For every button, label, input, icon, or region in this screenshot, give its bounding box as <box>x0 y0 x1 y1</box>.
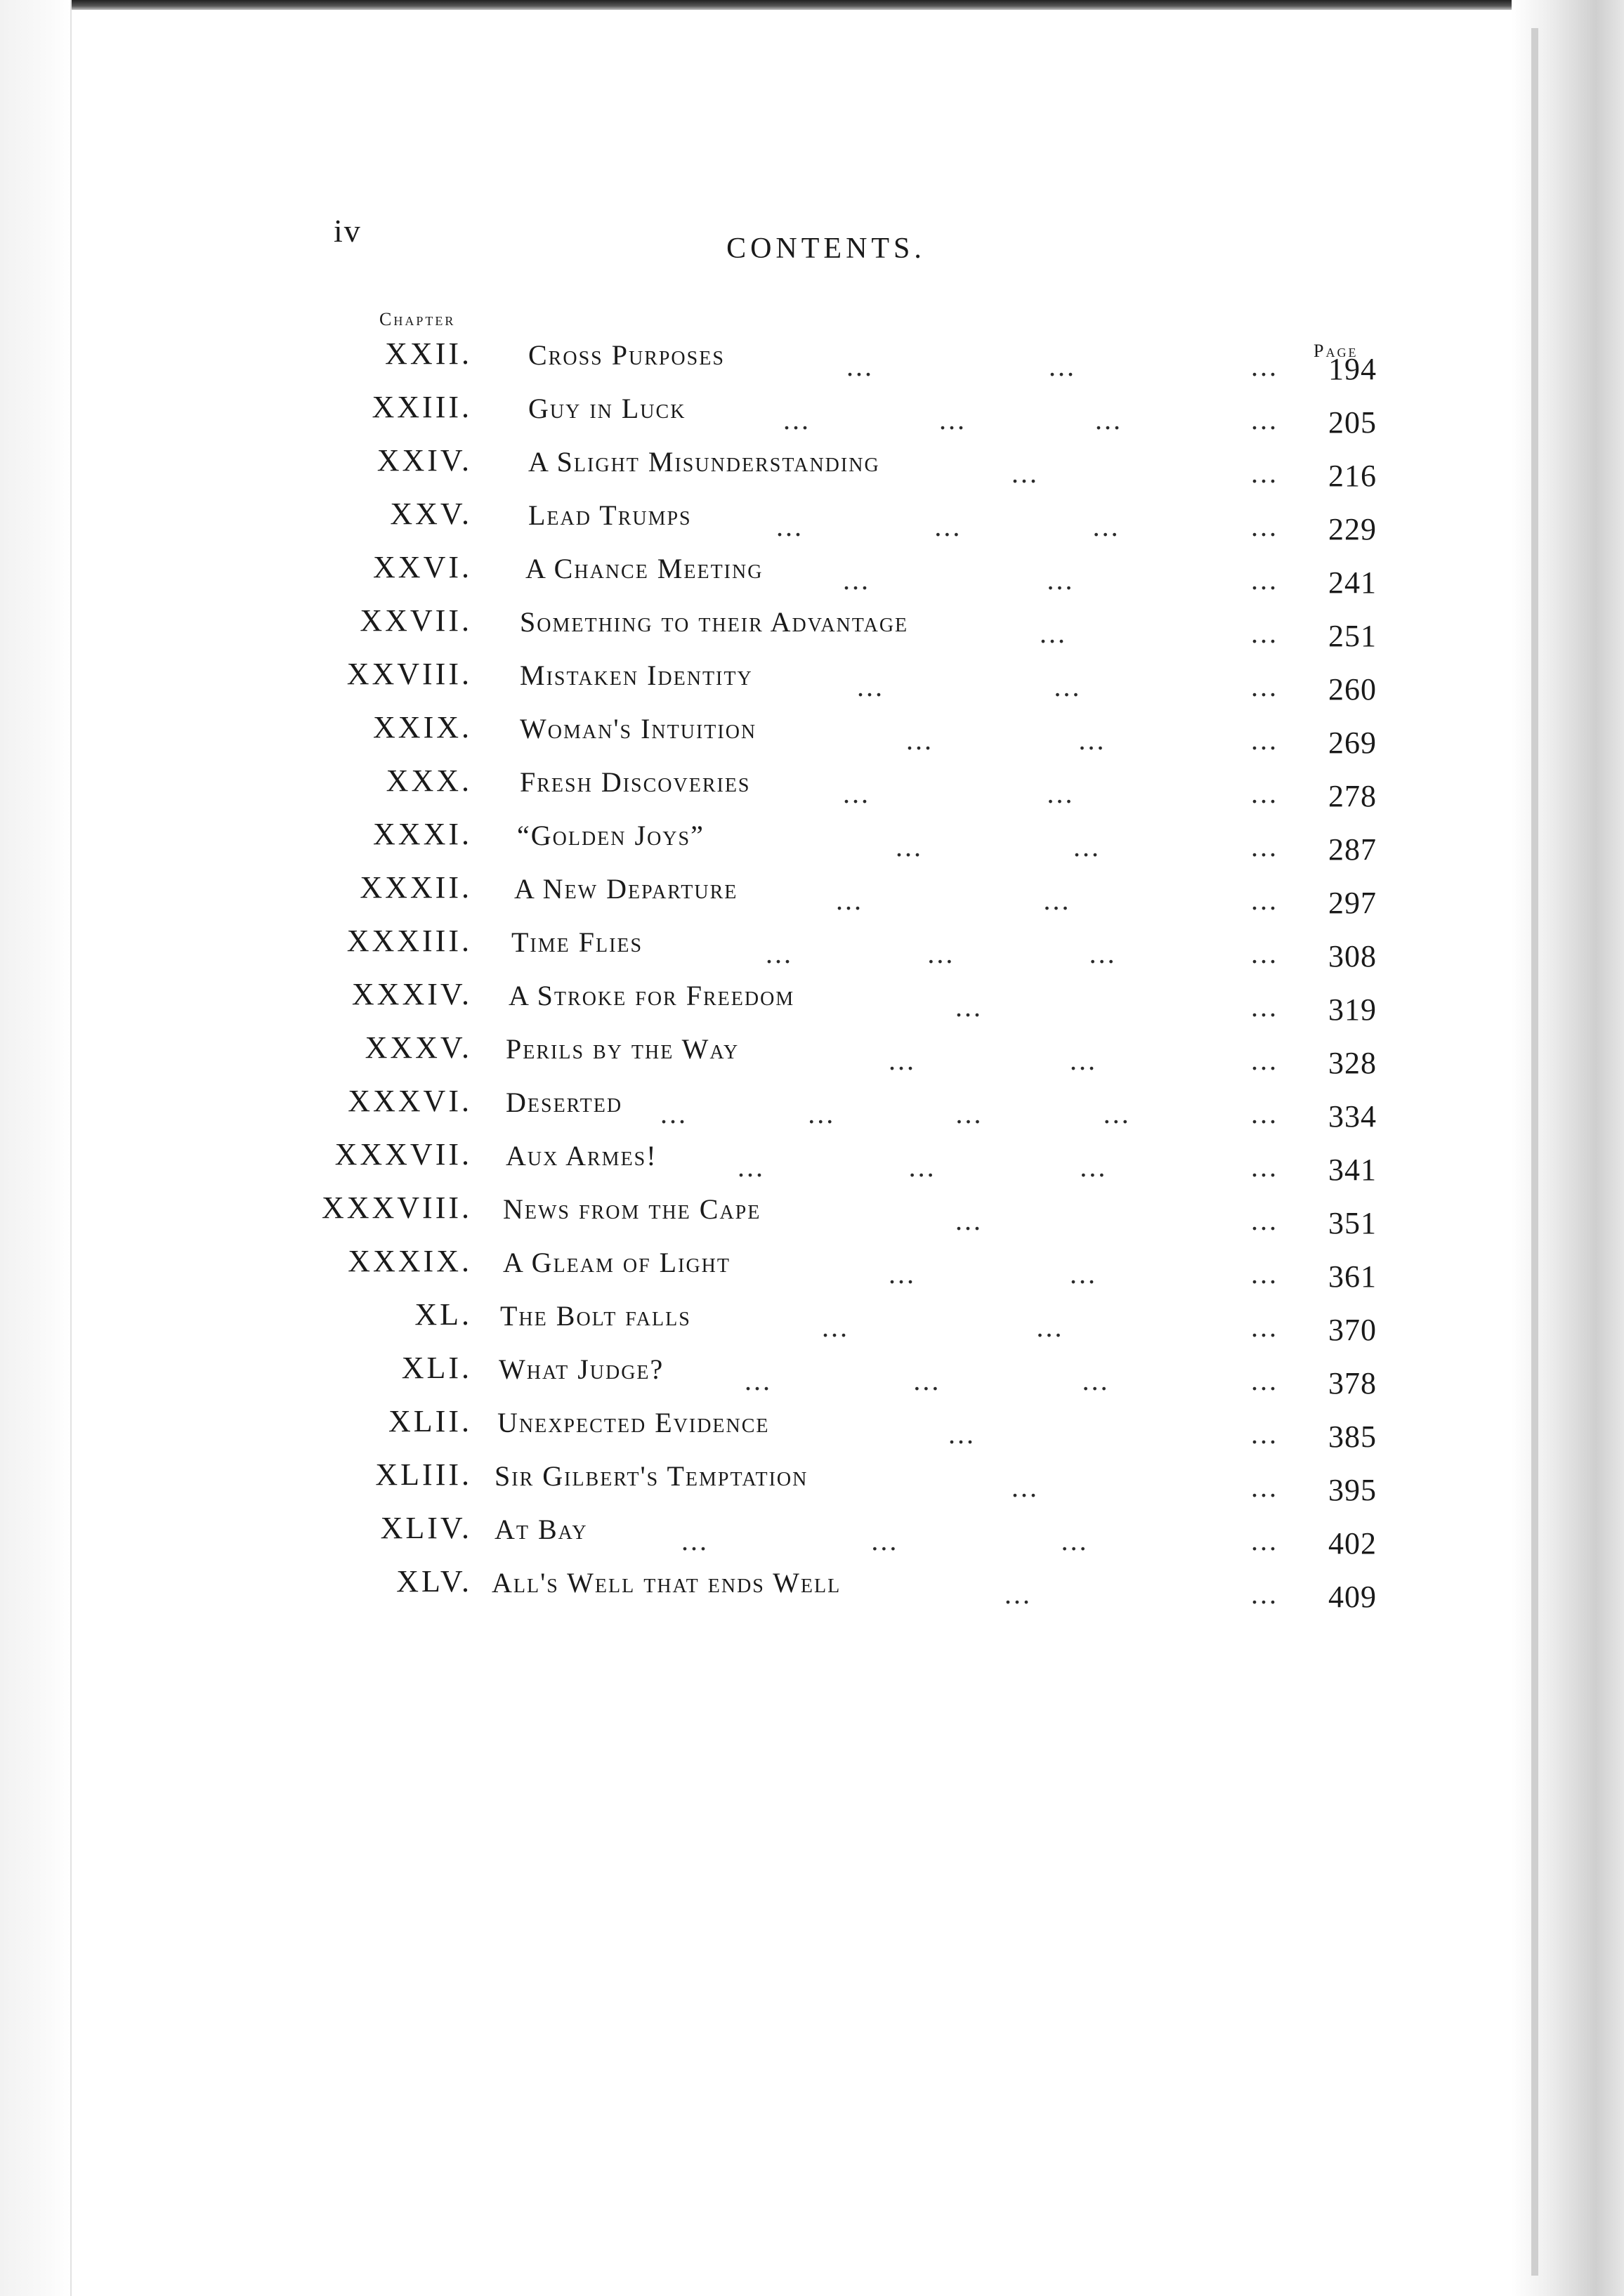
leader-dots: ... <box>1092 511 1120 542</box>
page-reference: 402 <box>1328 1526 1377 1561</box>
chapter-title: Deserted <box>506 1087 623 1118</box>
toc-row <box>0 1083 1624 1136</box>
leader-dots: ... <box>766 938 793 969</box>
toc-row <box>0 656 1624 709</box>
chapter-number: XL. <box>414 1297 472 1332</box>
toc-row <box>0 1297 1624 1350</box>
leader-dots: ... <box>1251 1258 1278 1290</box>
leader-dots: ... <box>1250 938 1278 969</box>
leader-dots: ... <box>934 511 962 542</box>
dot-leader <box>889 1044 1278 1076</box>
leader-dots: ... <box>1251 1471 1278 1503</box>
dot-leader <box>738 1150 1278 1183</box>
toc-row <box>0 1190 1624 1243</box>
dot-leader <box>857 670 1278 702</box>
dot-leader <box>889 1257 1278 1290</box>
page-reference: 278 <box>1328 779 1377 813</box>
leader-dots: ... <box>1103 1098 1131 1129</box>
page-reference: 229 <box>1328 512 1377 546</box>
toc-row <box>0 709 1624 763</box>
chapter-title: A Slight Misunderstanding <box>528 446 880 478</box>
table-of-contents <box>0 336 1624 1617</box>
leader-dots: ... <box>846 350 874 382</box>
leader-dots: ... <box>1061 1525 1089 1556</box>
toc-row <box>0 496 1624 549</box>
leader-dots: ... <box>836 884 863 916</box>
leader-dots: ... <box>1251 457 1278 489</box>
leader-dots: ... <box>1250 1365 1278 1396</box>
leader-dots: ... <box>955 991 983 1023</box>
leader-dots: ... <box>1251 1418 1278 1450</box>
leader-dots: ... <box>738 1151 765 1183</box>
toc-row <box>0 336 1624 389</box>
leader-dots: ... <box>1043 884 1071 916</box>
chapter-title: The Bolt falls <box>500 1300 691 1332</box>
chapter-title: Cross Purposes <box>528 339 725 371</box>
chapter-title: A Gleam of Light <box>503 1247 731 1278</box>
leader-dots: ... <box>776 511 804 542</box>
chapter-title: News from the Cape <box>503 1193 761 1225</box>
chapter-number: XXX. <box>386 763 472 798</box>
chapter-number: XLI. <box>401 1351 472 1385</box>
leader-dots: ... <box>1047 564 1075 596</box>
leader-dots: ... <box>939 404 967 435</box>
toc-row <box>0 1136 1624 1190</box>
page-reference: 205 <box>1328 405 1377 440</box>
chapter-number: XXXII. <box>360 870 472 905</box>
leader-dots: ... <box>1036 1311 1064 1343</box>
leader-dots: ... <box>889 1044 916 1076</box>
page-reference: 251 <box>1328 619 1377 653</box>
chapter-title: A Chance Meeting <box>525 553 764 584</box>
leader-dots: ... <box>1251 724 1278 756</box>
chapter-title: At Bay <box>495 1514 588 1545</box>
page-reference: 308 <box>1328 939 1377 973</box>
page-reference: 409 <box>1328 1580 1377 1614</box>
toc-row <box>0 1403 1624 1457</box>
leader-dots: ... <box>1047 778 1075 809</box>
toc-row <box>0 1350 1624 1403</box>
leader-dots: ... <box>843 564 870 596</box>
leader-dots: ... <box>1054 671 1082 702</box>
leader-dots: ... <box>1089 938 1117 969</box>
toc-row <box>0 1030 1624 1083</box>
leader-dots: ... <box>1011 457 1039 489</box>
leader-dots: ... <box>745 1365 772 1396</box>
chapter-number: XXV. <box>390 497 472 531</box>
leader-dots: ... <box>1251 671 1278 702</box>
toc-row <box>0 870 1624 923</box>
leader-dots: ... <box>843 778 870 809</box>
chapter-number: XXXIII. <box>346 924 472 958</box>
leader-dots: ... <box>1251 831 1278 862</box>
leader-dots: ... <box>1251 1044 1278 1076</box>
chapter-number: XXIII. <box>372 390 472 424</box>
chapter-number: XXXIV. <box>351 977 472 1011</box>
leader-dots: ... <box>955 1205 983 1236</box>
dot-leader <box>843 777 1278 809</box>
dot-leader <box>846 350 1278 382</box>
chapter-title: Woman's Intuition <box>520 713 757 744</box>
dot-leader <box>745 1364 1278 1396</box>
chapter-title: Time Flies <box>511 926 643 958</box>
toc-row <box>0 763 1624 816</box>
dot-leader <box>822 1311 1278 1343</box>
leader-dots: ... <box>1251 1311 1278 1343</box>
leader-dots: ... <box>896 831 923 862</box>
page-reference: 319 <box>1328 992 1377 1027</box>
leader-dots: ... <box>1251 884 1278 916</box>
chapter-title: Aux Armes! <box>506 1140 657 1172</box>
toc-row <box>0 1510 1624 1563</box>
chapter-title: Lead Trumps <box>528 499 692 531</box>
chapter-number: XLII. <box>388 1404 472 1438</box>
leader-dots: ... <box>857 671 884 702</box>
dot-leader <box>783 403 1278 435</box>
chapter-number: XXII. <box>385 336 472 371</box>
dot-leader <box>1011 457 1278 489</box>
chapter-number: XXIX. <box>373 710 472 744</box>
chapter-title: Unexpected Evidence <box>497 1407 770 1438</box>
page-reference: 395 <box>1328 1473 1377 1507</box>
leader-dots: ... <box>871 1525 899 1556</box>
dot-leader <box>955 990 1278 1023</box>
leader-dots: ... <box>1070 1258 1097 1290</box>
chapter-number: XLIV. <box>380 1511 472 1545</box>
leader-dots: ... <box>1080 1151 1108 1183</box>
chapter-number: XXXIX. <box>348 1244 472 1278</box>
leader-dots: ... <box>1251 778 1278 809</box>
page-reference: 351 <box>1328 1206 1377 1240</box>
leader-dots: ... <box>906 724 934 756</box>
leader-dots: ... <box>1040 617 1067 649</box>
leader-dots: ... <box>1073 831 1101 862</box>
leader-dots: ... <box>1251 617 1278 649</box>
page-reference: 370 <box>1328 1313 1377 1347</box>
dot-leader <box>955 1204 1278 1236</box>
leader-dots: ... <box>1251 991 1278 1023</box>
chapter-title: Something to their Advantage <box>520 606 909 638</box>
toc-row <box>0 549 1624 603</box>
chapter-title: Guy in Luck <box>528 393 686 424</box>
leader-dots: ... <box>908 1151 936 1183</box>
leader-dots: ... <box>1251 350 1278 382</box>
dot-leader <box>681 1524 1278 1556</box>
dot-leader <box>906 723 1278 756</box>
leader-dots: ... <box>1049 350 1076 382</box>
chapter-number: XXXV. <box>365 1030 472 1065</box>
scan-top-edge <box>0 0 1624 10</box>
leader-dots: ... <box>913 1365 941 1396</box>
page-reference: 287 <box>1328 832 1377 867</box>
leader-dots: ... <box>822 1311 849 1343</box>
chapter-title: “Golden Joys” <box>517 820 705 851</box>
chapter-title: A Stroke for Freedom <box>509 980 795 1011</box>
leader-dots: ... <box>1251 1578 1278 1610</box>
leader-dots: ... <box>1251 1098 1278 1129</box>
toc-row <box>0 1243 1624 1297</box>
chapter-number: XLIII. <box>375 1457 472 1492</box>
page-reference: 194 <box>1328 352 1377 386</box>
page-reference: 341 <box>1328 1153 1377 1187</box>
leader-dots: ... <box>808 1098 836 1129</box>
leader-dots: ... <box>1251 564 1278 596</box>
chapter-number: XXVII. <box>360 603 472 638</box>
leader-dots: ... <box>1070 1044 1097 1076</box>
chapter-title: A New Departure <box>514 873 738 905</box>
dot-leader <box>843 563 1278 596</box>
column-header-page: Page <box>1314 341 1358 361</box>
leader-dots: ... <box>1251 1205 1278 1236</box>
chapter-title: All's Well that ends Well <box>492 1567 842 1599</box>
leader-dots: ... <box>1251 404 1278 435</box>
chapter-number: XXVI. <box>373 550 472 584</box>
page-reference: 378 <box>1328 1366 1377 1400</box>
chapter-number: XXXI. <box>373 817 472 851</box>
chapter-number: XLV. <box>396 1564 472 1599</box>
leader-dots: ... <box>1095 404 1122 435</box>
running-title: CONTENTS. <box>726 232 926 265</box>
page-reference: 334 <box>1328 1099 1377 1134</box>
dot-leader <box>660 1097 1278 1129</box>
leader-dots: ... <box>948 1418 976 1450</box>
dot-leader <box>836 884 1278 916</box>
dot-leader <box>896 830 1278 862</box>
page-reference: 328 <box>1328 1046 1377 1080</box>
toc-row <box>0 442 1624 496</box>
leader-dots: ... <box>1250 511 1278 542</box>
page-reference: 361 <box>1328 1259 1377 1294</box>
page-reference: 385 <box>1328 1419 1377 1454</box>
leader-dots: ... <box>1004 1578 1032 1610</box>
chapter-number: XXXVIII. <box>321 1190 472 1225</box>
page-reference: 216 <box>1328 459 1377 493</box>
leader-dots: ... <box>1011 1471 1039 1503</box>
leader-dots: ... <box>783 404 811 435</box>
chapter-title: Fresh Discoveries <box>520 766 751 798</box>
page-reference: 241 <box>1328 565 1377 600</box>
toc-row <box>0 816 1624 870</box>
toc-row <box>0 976 1624 1030</box>
chapter-number: XXXVII. <box>334 1137 472 1172</box>
leader-dots: ... <box>1078 724 1106 756</box>
dot-leader <box>776 510 1278 542</box>
chapter-title: Sir Gilbert's Temptation <box>495 1460 808 1492</box>
dot-leader <box>1004 1577 1278 1610</box>
leader-dots: ... <box>1250 1525 1278 1556</box>
toc-row <box>0 389 1624 442</box>
toc-row <box>0 923 1624 976</box>
page-reference: 269 <box>1328 726 1377 760</box>
page-number: iv <box>334 213 362 249</box>
leader-dots: ... <box>660 1098 688 1129</box>
dot-leader <box>1040 617 1278 649</box>
leader-dots: ... <box>955 1098 983 1129</box>
chapter-title: Perils by the Way <box>506 1033 740 1065</box>
chapter-title: Mistaken Identity <box>520 660 753 691</box>
leader-dots: ... <box>1250 1151 1278 1183</box>
leader-dots: ... <box>927 938 955 969</box>
toc-row <box>0 1563 1624 1617</box>
toc-row <box>0 603 1624 656</box>
dot-leader <box>1011 1471 1278 1503</box>
page-reference: 297 <box>1328 886 1377 920</box>
toc-row <box>0 1457 1624 1510</box>
page-reference: 260 <box>1328 672 1377 707</box>
leader-dots: ... <box>1082 1365 1110 1396</box>
leader-dots: ... <box>681 1525 709 1556</box>
leader-dots: ... <box>889 1258 916 1290</box>
chapter-number: XXXVI. <box>348 1084 472 1118</box>
chapter-number: XXIV. <box>376 443 472 478</box>
column-header-chapter: Chapter <box>379 309 456 329</box>
dot-leader <box>766 937 1278 969</box>
dot-leader <box>948 1417 1278 1450</box>
chapter-title: What Judge? <box>499 1353 664 1385</box>
chapter-number: XXVIII. <box>346 657 472 691</box>
